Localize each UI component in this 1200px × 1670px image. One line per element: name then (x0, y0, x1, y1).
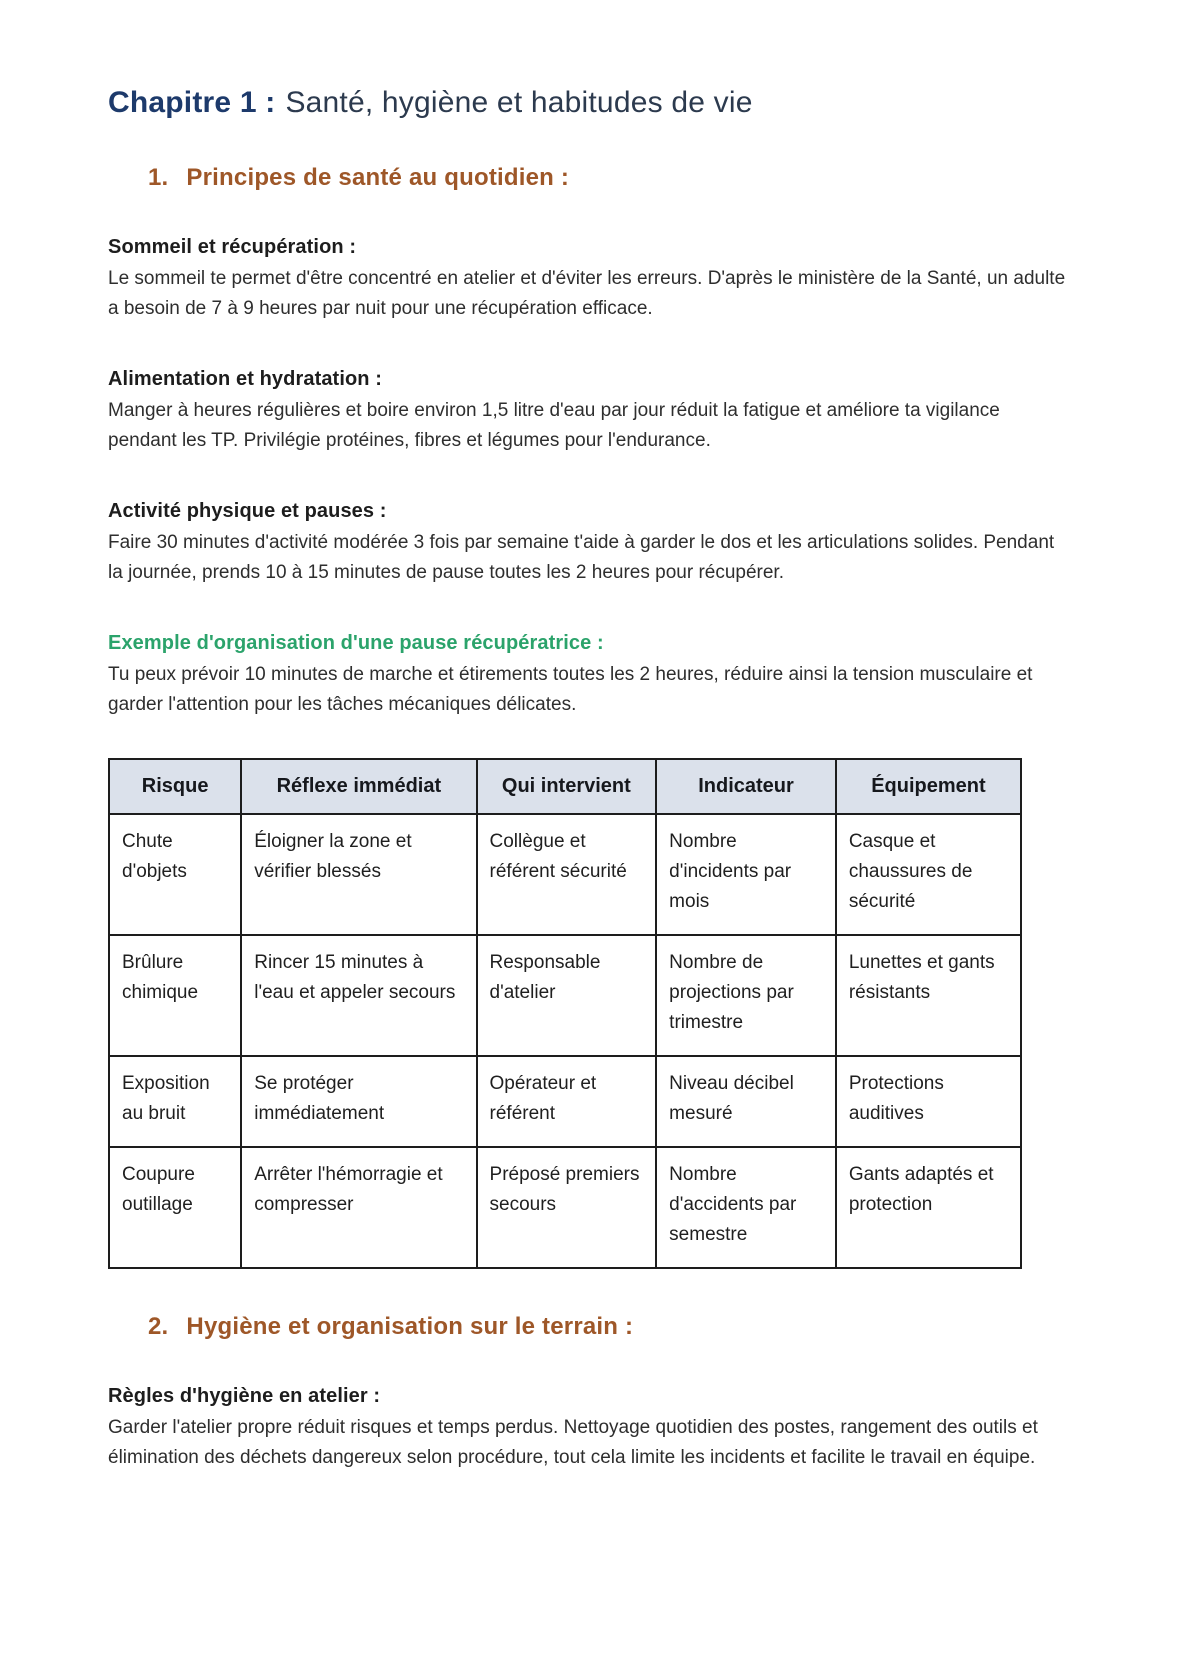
table-cell: Nombre d'accidents par semestre (656, 1147, 836, 1268)
block-label-example: Exemple d'organisation d'une pause récupératrice : (108, 632, 604, 654)
block-exemple-pause (108, 632, 1093, 720)
block-text: Garder l'atelier propre réduit risques et temps perdus. Nettoyage quotidien des postes, rangement des outils et élimination des déchets dangereux selon procédure, tout cela limite les incidents et facilite le travail en équipe. (108, 1417, 1038, 1468)
table-cell: Nombre d'incidents par mois (656, 814, 836, 935)
block-text: Faire 30 minutes d'activité modérée 3 fois par semaine t'aide à garder le dos et les articulations solides. Pendant la journée, prends 10 à 15 minutes de pause toutes les 2 heures pour récupérer. (108, 532, 1055, 583)
table-header-cell: Réflexe immédiat (241, 759, 476, 814)
section-2-title: Hygiène et organisation sur le terrain : (186, 1313, 634, 1340)
block-text: Le sommeil te permet d'être concentré en atelier et d'éviter les erreurs. D'après le ministère de la Santé, un adulte a besoin de 7 à 9 heures par nuit pour une récupération efficace. (108, 268, 1066, 319)
table-row (109, 935, 1021, 1056)
table-header-cell: Équipement (836, 759, 1021, 814)
section-2-heading (148, 1313, 1094, 1341)
table-cell: Nombre de projections par trimestre (656, 935, 836, 1056)
table-cell: Exposition au bruit (109, 1056, 241, 1147)
table-cell: Protections auditives (836, 1056, 1021, 1147)
block-activite (108, 500, 1093, 588)
table-header-row (109, 759, 1021, 814)
block-regles-hygiene (108, 1385, 1093, 1473)
table-cell: Niveau décibel mesuré (656, 1056, 836, 1147)
page-title (108, 86, 1094, 120)
table-cell: Casque et chaussures de sécurité (836, 814, 1021, 935)
risk-table (108, 758, 1022, 1269)
block-alimentation (108, 368, 1093, 456)
chapter-title-text: Santé, hygiène et habitudes de vie (285, 86, 753, 119)
section-1-heading (148, 164, 1094, 192)
table-row (109, 814, 1021, 935)
block-label: Sommeil et récupération : (108, 236, 357, 258)
table-header-cell: Qui intervient (477, 759, 657, 814)
table-header-cell: Indicateur (656, 759, 836, 814)
block-label: Règles d'hygiène en atelier : (108, 1385, 381, 1407)
table-row (109, 1147, 1021, 1268)
section-1-number: 1. (148, 164, 169, 191)
block-sommeil (108, 236, 1093, 324)
block-text: Tu peux prévoir 10 minutes de marche et étirements toutes les 2 heures, réduire ainsi la tension musculaire et garder l'attention pour les tâches mécaniques délicates. (108, 664, 1033, 715)
table-cell: Brûlure chimique (109, 935, 241, 1056)
table-cell: Collègue et référent sécurité (477, 814, 657, 935)
table-cell: Se protéger immédiatement (241, 1056, 476, 1147)
table-cell: Responsable d'atelier (477, 935, 657, 1056)
block-label: Alimentation et hydratation : (108, 368, 383, 390)
table-cell: Lunettes et gants résistants (836, 935, 1021, 1056)
table-cell: Chute d'objets (109, 814, 241, 935)
chapter-number-label: Chapitre 1 : (108, 86, 276, 119)
table-row (109, 1056, 1021, 1147)
table-cell: Gants adaptés et protection (836, 1147, 1021, 1268)
table-cell: Coupure outillage (109, 1147, 241, 1268)
block-label: Activité physique et pauses : (108, 500, 387, 522)
table-header-cell: Risque (109, 759, 241, 814)
table-cell: Préposé premiers secours (477, 1147, 657, 1268)
table-cell: Arrêter l'hémorragie et compresser (241, 1147, 476, 1268)
block-text: Manger à heures régulières et boire environ 1,5 litre d'eau par jour réduit la fatigue et améliore ta vigilance pendant les TP. Privilégie protéines, fibres et légumes pour l'endurance. (108, 400, 1000, 451)
section-2-number: 2. (148, 1313, 169, 1340)
table-cell: Éloigner la zone et vérifier blessés (241, 814, 476, 935)
table-cell: Opérateur et référent (477, 1056, 657, 1147)
table-cell: Rincer 15 minutes à l'eau et appeler secours (241, 935, 476, 1056)
section-1-title: Principes de santé au quotidien : (186, 164, 570, 191)
